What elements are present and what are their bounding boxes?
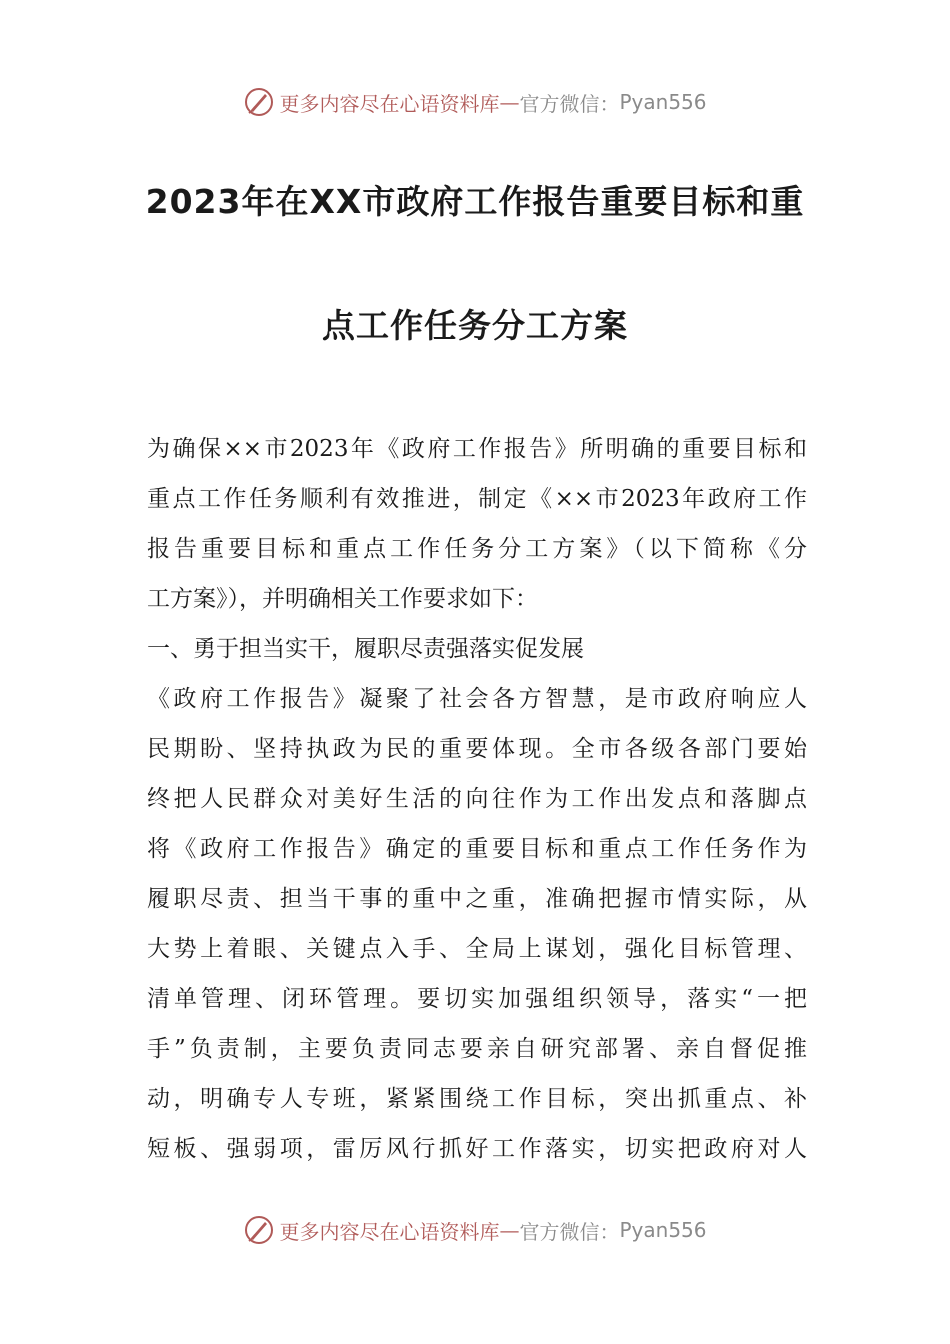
body-line: 履职尽责、担当干事的重中之重，准确把握市情实际，从	[147, 886, 807, 912]
body-line: 短板、强弱项，雷厉风行抓好工作落实，切实把政府对人	[147, 1136, 807, 1162]
banner-brand: 更多内容尽在心语资料库	[279, 91, 500, 116]
body-line: 动，明确专人专班，紧紧围绕工作目标，突出抓重点、补	[147, 1086, 807, 1112]
document-title-line-2: 点工作任务分工方案	[322, 306, 628, 345]
banner-brand: 更多内容尽在心语资料库	[279, 1219, 500, 1244]
header-watermark	[0, 82, 950, 122]
body-line: 终把人民群众对美好生活的向往作为工作出发点和落脚点	[147, 786, 807, 812]
body-line: 大势上着眼、关键点入手、全局上谋划，强化目标管理、	[147, 936, 807, 962]
banner-contact-id: Pyan556	[619, 1218, 707, 1242]
body-line: 手”负责制，主要负责同志要亲自研究部署、亲自督促推	[147, 1036, 807, 1062]
quill-logo-icon	[243, 1214, 275, 1246]
body-line: 将《政府工作报告》确定的重要目标和重点工作任务作为	[147, 836, 807, 862]
quill-logo-icon	[243, 86, 275, 118]
body-line: 报告重要目标和重点工作任务分工方案》（以下简称《分	[147, 536, 807, 562]
footer-watermark	[0, 1210, 950, 1250]
document-body	[147, 424, 807, 1174]
banner-separator: —	[499, 90, 520, 114]
body-line: 《政府工作报告》凝聚了社会各方智慧，是市政府响应人	[147, 686, 807, 712]
banner-contact-label: 官方微信：	[519, 91, 620, 116]
banner-separator: —	[499, 1218, 520, 1242]
banner-contact-label: 官方微信：	[519, 1219, 620, 1244]
body-line: 民期盼、坚持执政为民的重要体现。全市各级各部门要始	[147, 736, 807, 762]
document-title-line-1: 2023年在XX市政府工作报告重要目标和重	[145, 182, 805, 221]
body-line: 为确保××市2023年《政府工作报告》所明确的重要目标和	[147, 436, 807, 462]
section-heading: 一、勇于担当实干，履职尽责强落实促发展	[147, 636, 584, 662]
banner-contact-id: Pyan556	[619, 90, 707, 114]
body-line: 清单管理、闭环管理。要切实加强组织领导，落实“一把	[147, 986, 807, 1012]
body-line: 工方案》），并明确相关工作要求如下：	[147, 586, 538, 612]
body-line: 重点工作任务顺利有效推进，制定《××市2023年政府工作	[147, 486, 807, 512]
